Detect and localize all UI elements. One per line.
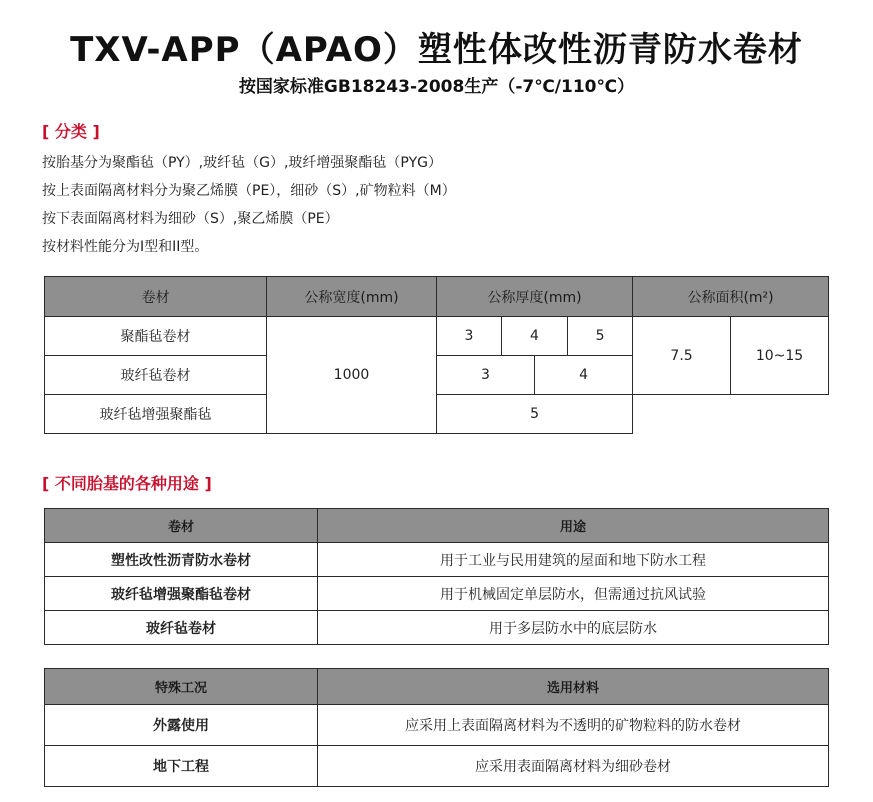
roll-name: 玻纤毡卷材: [45, 611, 318, 645]
use-text: 用于机械固定单层防水，但需通过抗风试验: [318, 577, 829, 611]
header-roll: 卷材: [45, 509, 318, 543]
use-text: 用于多层防水中的底层防水: [318, 611, 829, 645]
classification-list: [42, 149, 456, 261]
classification-line: 按胎基分为聚酯毡（PY）,玻纤毡（G）,玻纤增强聚酯毡（PYG）: [42, 155, 442, 171]
page-subtitle: 按国家标准GB18243-2008生产（-7℃/110℃）: [238, 77, 635, 97]
thickness-value: 4: [502, 317, 568, 356]
page-title: TXV-APP（APAO）塑性体改性沥青防水卷材: [70, 30, 803, 70]
thickness-value: 3: [437, 356, 535, 395]
table-row: [45, 543, 829, 577]
table-row: [45, 577, 829, 611]
roll-name: 玻纤毡增强聚酯毡: [45, 395, 267, 434]
spec-table: [44, 276, 829, 434]
material-text: 应采用上表面隔离材料为不透明的矿物粒料的防水卷材: [318, 705, 829, 746]
thickness-value: 5: [568, 317, 633, 356]
thickness-value: 5: [437, 395, 633, 434]
classification-line: 按上表面隔离材料分为聚乙烯膜（PE），细砂（S）,矿物粒料（M）: [42, 183, 456, 199]
area-value: 10~15: [731, 317, 829, 395]
classification-line: 按下表面隔离材料为细砂（S）,聚乙烯膜（PE）: [42, 211, 339, 227]
table-row: [45, 317, 829, 356]
thickness-value: 3: [437, 317, 502, 356]
condition-name: 外露使用: [45, 705, 318, 746]
table-row: [45, 611, 829, 645]
header-roll: 卷材: [45, 277, 267, 317]
table-row: [45, 705, 829, 746]
roll-name: 玻纤毡增强聚酯毡卷材: [45, 577, 318, 611]
condition-name: 地下工程: [45, 746, 318, 787]
classification-line: 按材料性能分为I型和II型。: [42, 239, 209, 255]
header-thickness: 公称厚度(mm): [437, 277, 633, 317]
spec-header-row: [45, 277, 829, 317]
usage-header-row: [45, 509, 829, 543]
roll-name: 玻纤毡卷材: [45, 356, 267, 395]
area-value: 7.5: [633, 317, 731, 395]
roll-name: 聚酯毡卷材: [45, 317, 267, 356]
width-value: 1000: [267, 317, 437, 434]
table-row: [45, 746, 829, 787]
condition-header-row: [45, 669, 829, 705]
usage-table: [44, 508, 829, 645]
table-row: [45, 395, 829, 434]
material-text: 应采用表面隔离材料为细砂卷材: [318, 746, 829, 787]
roll-name: 塑性改性沥青防水卷材: [45, 543, 318, 577]
empty-cell: [633, 395, 829, 434]
usage-heading: [ 不同胎基的各种用途 ]: [42, 474, 212, 493]
header-material: 选用材料: [318, 669, 829, 705]
header-use: 用途: [318, 509, 829, 543]
condition-table: [44, 668, 829, 787]
header-width: 公称宽度(mm): [267, 277, 437, 317]
use-text: 用于工业与民用建筑的屋面和地下防水工程: [318, 543, 829, 577]
classification-heading: [ 分类 ]: [42, 122, 100, 141]
header-area: 公称面积(m²): [633, 277, 829, 317]
thickness-value: 4: [535, 356, 633, 395]
header-condition: 特殊工况: [45, 669, 318, 705]
